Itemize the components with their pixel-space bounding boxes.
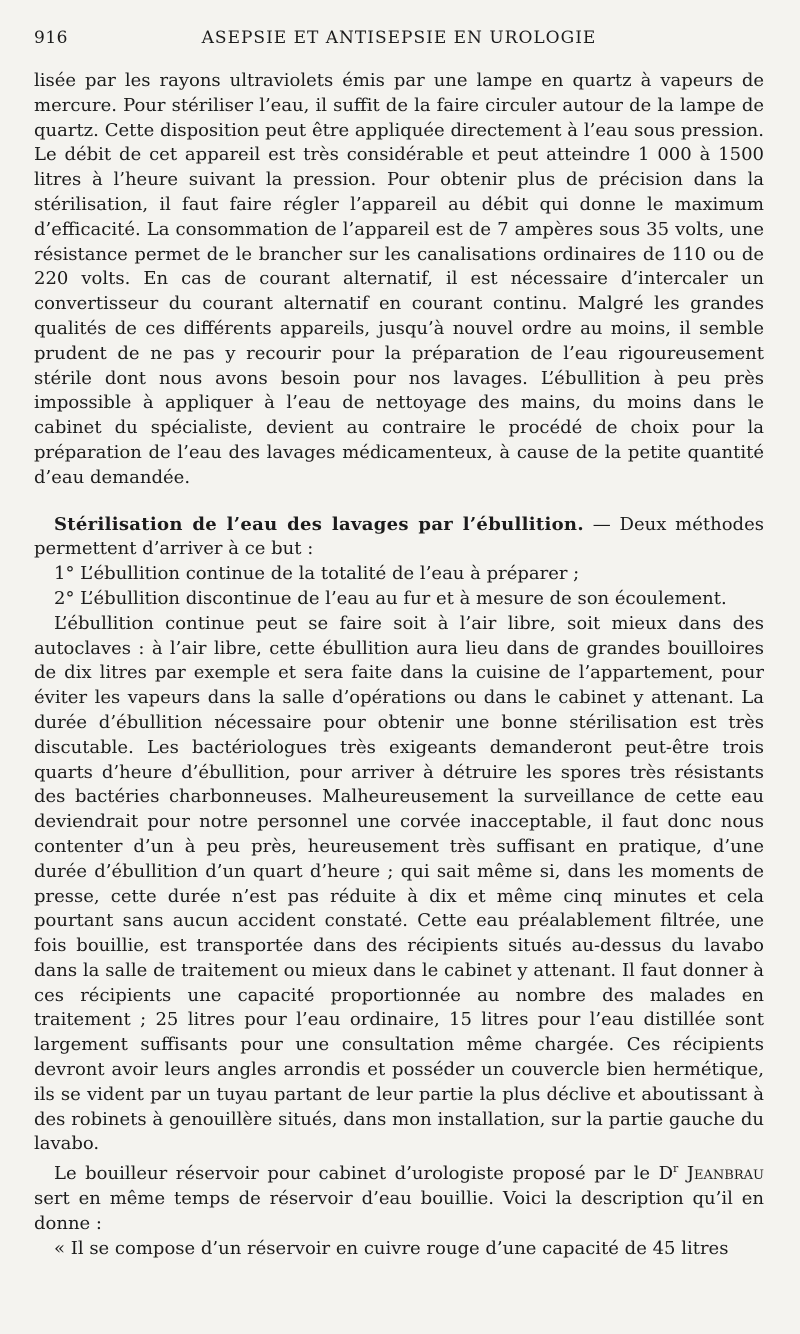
paragraph-uv-sterilization: lisée par les rayons ultraviolets émis par une lampe en quartz à vapeurs de mercure. Pour stériliser l’eau, il suffit de la faire circuler autour de la lampe de quartz. Cette disposition peut être appliquée directement à l’eau sous pression. Le débit de cet appareil est très considérable et peut atteindre 1 000 à 1500 litres à l’heure suivant la pression. Pour obtenir plus de précision dans la stérilisation, il faut faire régler l’appareil au débit qui donne le maximum d’efficacité. La consommation de l’appareil est de 7 ampères sous 35 volts, une résistance permet de le brancher sur les canalisations ordinaires de 110 ou de 220 volts. En cas de courant alternatif, il est nécessaire d’intercaler un convertisseur du courant alternatif en courant continu. Malgré les grandes qualités de ces différents appareils, jusqu’à nouvel ordre au moins, il semble prudent de ne pas y recourir pour la préparation de l’eau rigoureusement stérile dont nous avons besoin pour nos lavages. L’ébullition à peu près impossible à appliquer à l’eau de nettoyage des mains, du moins dans le cabinet du spécialiste, devient au contraire le procédé de choix pour la préparation de l’eau des lavages médicamenteux, à cause de la petite quantité d’eau demandée. bbox=[34, 70, 764, 488]
section-dash: — bbox=[583, 513, 620, 535]
section-paragraph bbox=[34, 513, 764, 563]
list-item: 1° L’ébullition continue de la totalité de l’eau à préparer ; bbox=[54, 563, 580, 585]
section-title: Stérilisation de l’eau des lavages par l’ébullition. bbox=[54, 513, 584, 535]
paragraph-quote: « Il se compose d’un réservoir en cuivre rouge d’une capacité de 45 litres bbox=[54, 1237, 729, 1259]
running-title: ASEPSIE ET ANTISEPSIE EN UROLOGIE bbox=[201, 28, 597, 48]
superscript: r bbox=[673, 1162, 679, 1176]
paragraph-text: Le bouilleur réservoir pour cabinet d’urologiste proposé par le D bbox=[54, 1163, 674, 1185]
section-intro: Deux méthodes permettent d’arriver à ce but : bbox=[34, 513, 764, 560]
author-name: Jeanbrau bbox=[686, 1163, 764, 1185]
page-number: 916 bbox=[34, 28, 68, 48]
page-header bbox=[34, 28, 764, 54]
body-text bbox=[34, 69, 764, 1261]
paragraph-jeanbrau-boiler bbox=[34, 1157, 764, 1236]
list-item: 2° L’ébullition discontinue de l’eau au fur et à mesure de son écoulement. bbox=[54, 587, 727, 609]
paragraph-text: sert en même temps de réservoir d’eau bouillie. Voici la description qu’il en donne : bbox=[34, 1188, 764, 1234]
paragraph-continuous-boiling: L’ébullition continue peut se faire soit à l’air libre, soit mieux dans des autoclaves : à l’air libre, cette ébullition aura lieu dans de grandes bouilloires de dix litres par exemple et sera faite dans la cuisine de l’appartement, pour éviter les vapeurs dans la salle d’opérations ou dans le cabinet y attenant. La durée d’ébullition nécessaire pour obtenir une bonne stérilisation est très discutable. Les bactériologues très exigeants demanderont peut-être trois quarts d’heure d’ébullition, pour arriver à détruire les spores très résistants des bactéries charbonneuses. Malheureusement la surveillance de cette eau deviendrait pour notre personnel une corvée inacceptable, il faut donc nous contenter d’un à peu près, heureusement très suffisant en pratique, d’une durée d’ébullition d’un quart d’heure ; qui sait même si, dans les moments de presse, cette durée n’est pas réduite à dix et même cinq minutes et cela pourtant sans aucun accident constaté. Cette eau préalablement filtrée, une fois bouillie, est transportée dans des récipients situés au-dessus du lavabo dans la salle de traitement ou mieux dans le cabinet y attenant. Il faut donner à ces récipients une capacité proportionnée au nombre des malades en traitement ; 25 litres pour l’eau ordinaire, 15 litres pour l’eau distillée sont largement suffisants pour une consultation même chargée. Ces récipients devront avoir leurs angles arrondis et posséder un couvercle bien hermétique, ils se vident par un tuyau partant de leur partie la plus déclive et aboutissant à des robinets à genouillère situés, dans mon installation, sur la partie gauche du lavabo. bbox=[34, 612, 764, 1155]
